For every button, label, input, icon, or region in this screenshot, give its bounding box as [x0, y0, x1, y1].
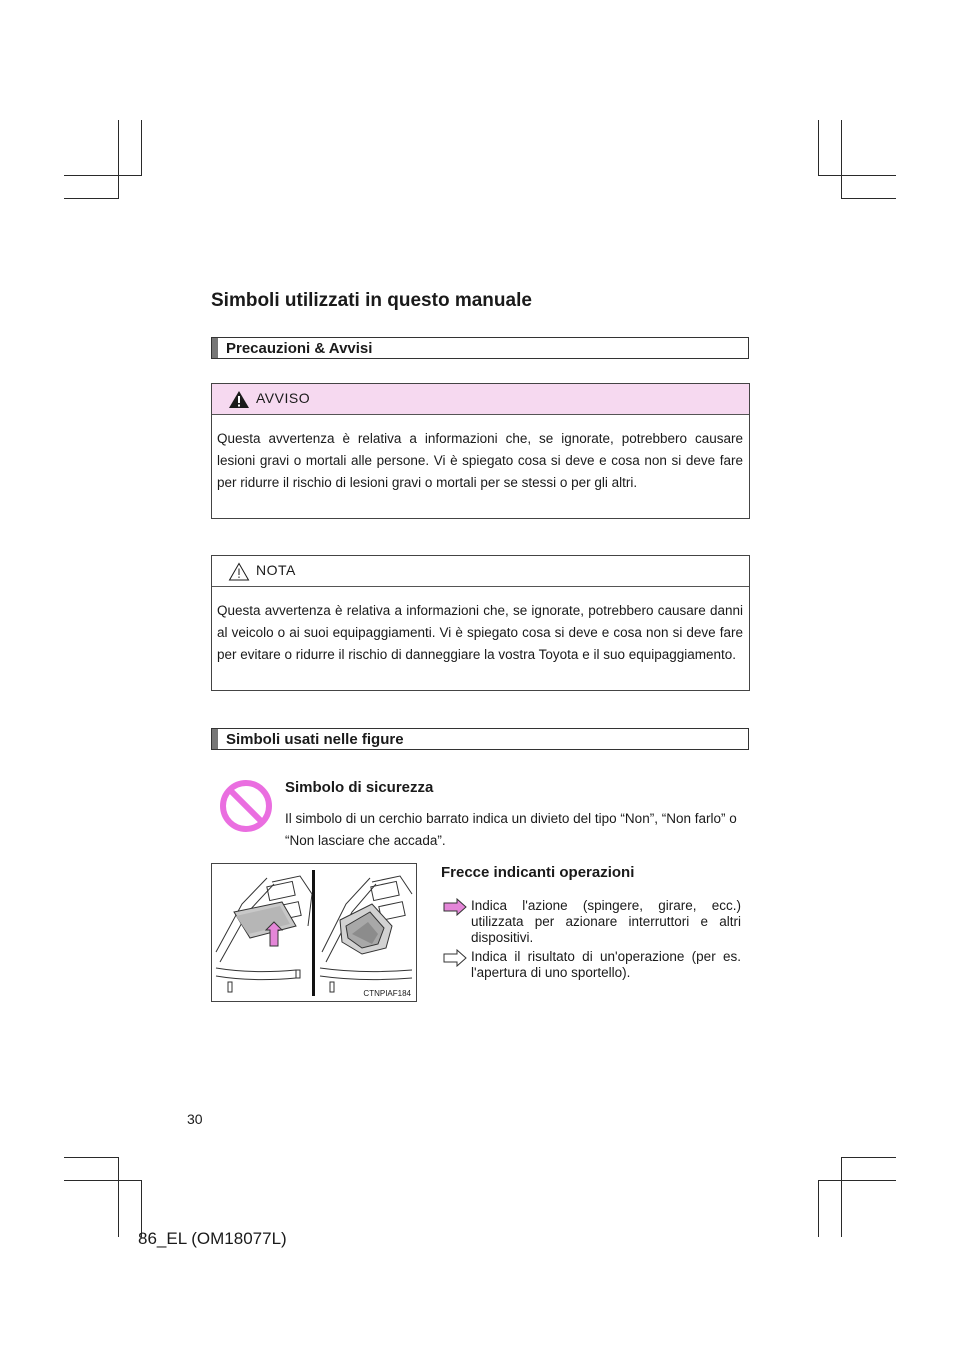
result-arrow-text: Indica il risultato di un'operazione (per es. l'apertura di uno sportello).: [471, 949, 741, 980]
figure-code: CTNPIAF184: [363, 989, 411, 998]
section-title: Simboli usati nelle figure: [226, 731, 404, 748]
crop-mark: [841, 1157, 842, 1237]
page-number: 30: [187, 1111, 203, 1127]
crop-mark: [818, 175, 896, 176]
safety-symbol-title: Simbolo di sicurezza: [285, 779, 434, 796]
note-box: [211, 555, 750, 691]
caution-triangle-icon: [228, 562, 250, 581]
note-text: Questa avvertenza è relativa a informazioni che, se ignorate, potrebbero causare danni al veicolo o ai suoi equipaggiamenti. Vi è spiegato cosa si deve e cosa non si deve fare per evitare o ridurre il rischio di danneggiare la vostra Toyota e il suo equipaggiamento.: [217, 603, 743, 662]
overhead-console-illustration: [212, 864, 416, 1001]
crop-mark: [841, 120, 842, 199]
crop-mark: [818, 120, 819, 176]
warning-box: [211, 383, 750, 519]
result-arrow-icon: [443, 949, 467, 967]
section-accent: [212, 338, 218, 358]
note-header: [212, 556, 749, 587]
warning-triangle-icon: [228, 390, 250, 409]
crop-mark: [64, 1180, 142, 1181]
result-arrow-legend: [443, 949, 749, 983]
page-title: Simboli utilizzati in questo manuale: [211, 290, 532, 311]
crop-mark: [818, 1180, 819, 1237]
crop-mark: [118, 1157, 119, 1237]
crop-mark: [841, 1157, 896, 1158]
crop-mark: [841, 198, 896, 199]
action-arrow-text: Indica l'azione (spingere, girare, ecc.) utilizzata per azionare interruttori e altri dispositivi.: [471, 898, 741, 945]
safety-symbol-text: Il simbolo di un cerchio barrato indica un divieto del tipo “Non”, “Non farlo” o “Non lasciare che accada”.: [285, 811, 737, 848]
warning-header: [212, 384, 749, 415]
action-arrow-legend: [443, 898, 749, 948]
action-arrow-icon: [443, 898, 467, 916]
figure-illustration: [211, 863, 417, 1002]
crop-mark: [64, 198, 119, 199]
crop-mark: [141, 120, 142, 176]
crop-mark: [818, 1180, 896, 1181]
section-header-figures: [211, 728, 749, 750]
operation-arrows-title: Frecce indicanti operazioni: [441, 864, 635, 881]
crop-mark: [64, 175, 142, 176]
crop-mark: [64, 1157, 119, 1158]
warning-heading: AVVISO: [256, 390, 311, 406]
warning-text: Questa avvertenza è relativa a informazioni che, se ignorate, potrebbero causare lesioni gravi o mortali alle persone. Vi è spiegato cosa si deve e cosa non si deve fare per ridurre il rischio di lesioni gravi o mortali per se stessi o per gli altri.: [217, 431, 743, 490]
section-header-precautions: [211, 337, 749, 359]
note-heading: NOTA: [256, 562, 296, 578]
section-title: Precauzioni & Avvisi: [226, 340, 373, 357]
section-accent: [212, 729, 218, 749]
prohibition-icon: [219, 779, 273, 833]
crop-mark: [118, 120, 119, 199]
document-code: 86_EL (OM18077L): [138, 1229, 287, 1248]
